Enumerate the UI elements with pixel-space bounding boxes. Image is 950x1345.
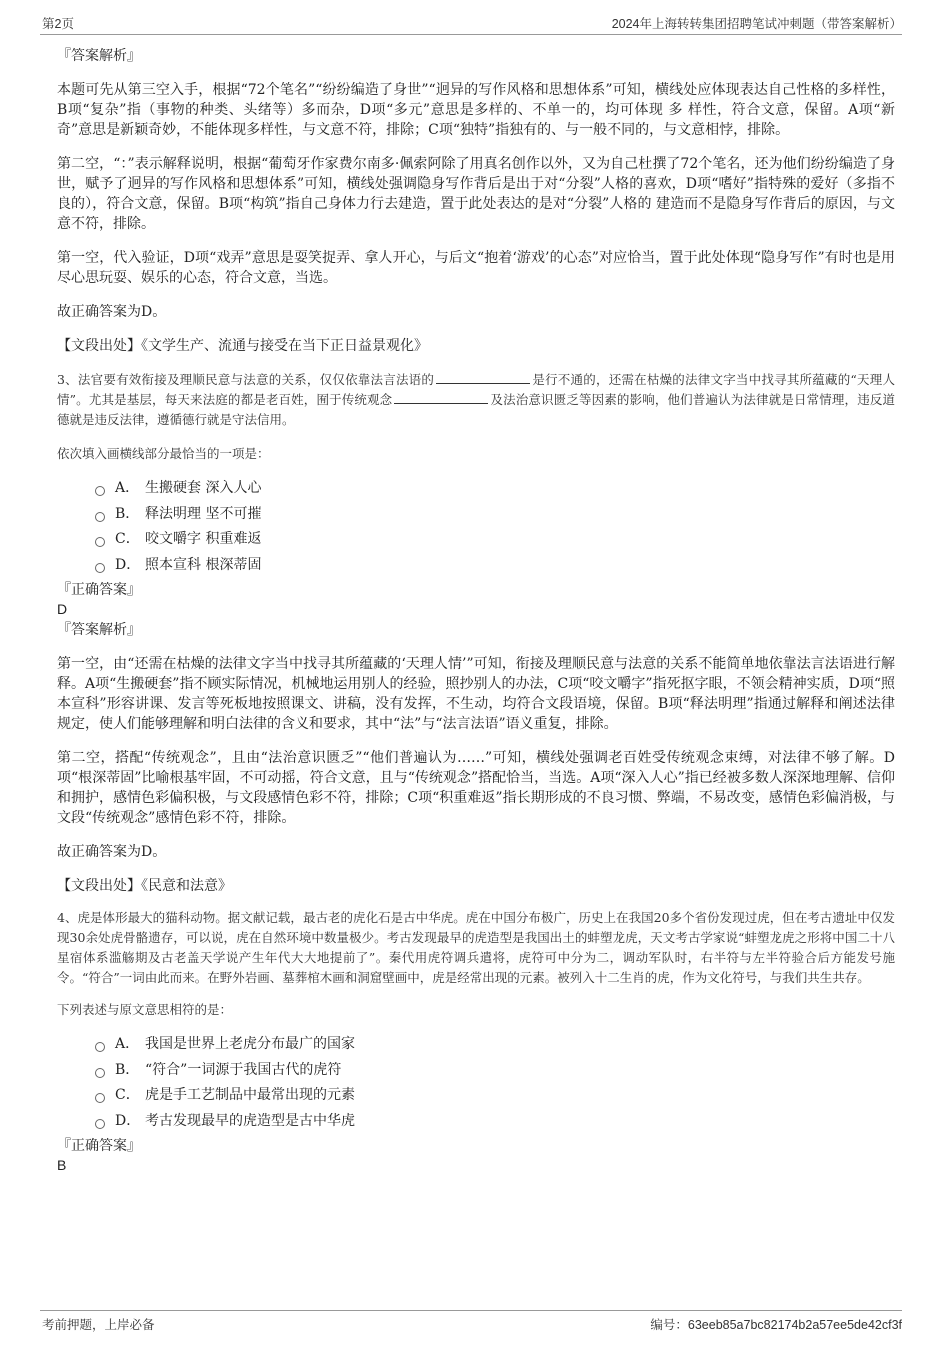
radio-icon[interactable] <box>95 1068 105 1078</box>
q3-stem-part-1: 3、法官要有效衔接及理顺民意与法意的关系，仅仅依靠法言法语的 <box>57 372 435 387</box>
q4-answer-title: 『正确答案』 <box>57 1138 141 1154</box>
q3-option-a[interactable]: A． 生搬硬套 深入人心 <box>57 476 895 502</box>
q2-conclusion: 故正确答案为D。 <box>57 304 167 320</box>
q3-analysis-p2: 第二空，搭配“传统观念”，且由“法治意识匮乏”“他们普遍认为……”可知，横线处强调老百姓受传统观念束缚，对法律不够了解。D项“根深蒂固”比喻根基牢固，不可动摇，符合文意，且与“传统观念”搭配恰当，当选。A项“深入人心”指已经被多数人深深地理解、信仰和拥护，感情色彩偏积极，与文段感情色彩不符，排除；C项“积重难返”指长期形成的不良习惯、弊端，不易改变，感情色彩偏消极，与文段“传统观念”感情色彩不符，排除。 <box>57 750 895 826</box>
q3-options <box>57 476 895 578</box>
radio-icon[interactable] <box>95 1119 105 1129</box>
page-number: 第2页 <box>42 17 74 31</box>
q3-blank-1 <box>436 371 530 384</box>
q3-blank-2 <box>394 391 488 404</box>
q3-option-d[interactable]: D． 照本宣科 根深蒂固 <box>57 553 895 579</box>
q2-analysis-p3: 第一空，代入验证，D项“戏弄”意思是耍笑捉弄、拿人开心，与后文“抱着‘游戏’的心态”对应恰当，置于此处体现“隐身写作”有时也是用尽心思玩耍、娱乐的心态，符合文意，当选。 <box>57 250 895 286</box>
q4-option-a[interactable]: A． 我国是世界上老虎分布最广的国家 <box>57 1032 895 1058</box>
q4-option-d[interactable]: D． 考古发现最早的虎造型是古中华虎 <box>57 1109 895 1135</box>
q3-option-b[interactable]: B． 释法明理 坚不可摧 <box>57 502 895 528</box>
q4-options <box>57 1032 895 1134</box>
document-body <box>57 46 895 1174</box>
q3-answer: D <box>57 601 68 617</box>
page-footer <box>40 1310 902 1335</box>
q3-stem-part-3: 及法治意识匮乏等因素的影响，他们普遍认为法律就是日常情理，违反道德就是违反法律，遵循德行就是守法信用。 <box>57 392 895 427</box>
q4-option-c[interactable]: C． 虎是手工艺制品中最常出现的元素 <box>57 1083 895 1109</box>
q4-option-b[interactable]: B． “符合”一词源于我国古代的虎符 <box>57 1058 895 1084</box>
q3-stem-part-2: 是行不通的，还需在枯燥的法律文字当中找寻其所蕴藏的“天理人情”。尤其是基层，每天来法庭的都是老百姓，囿于传统观念 <box>57 372 895 407</box>
document-id: 编号：63eeb85a7bc82174b2a57ee5de42cf3f <box>650 1318 902 1332</box>
q4-prompt: 下列表述与原文意思相符的是： <box>57 1002 233 1017</box>
q3-answer-title: 『正确答案』 <box>57 582 141 598</box>
q4-answer: B <box>57 1157 67 1173</box>
q2-analysis-p2: 第二空，“：”表示解释说明，根据“葡萄牙作家费尔南多·佩索阿除了用真名创作以外，又为自己杜撰了72个笔名，还为他们纷纷编造了身世，赋予了迥异的写作风格和思想体系”可知，横线处强调隐身写作背后是出于对“分裂”人格的喜欢，D项“嗜好”指特殊的爱好（多指不良的），符合文意，保留。B项“构筑”指自己身体力行去建造，置于此处表达的是对“分裂”人格的 建造而不是隐身写作背后的原因，与文意不符，排除。 <box>57 156 895 232</box>
q3-analysis-p1: 第一空，由“还需在枯燥的法律文字当中找寻其所蕴藏的‘天理人情’”可知，衔接及理顺民意与法意的关系不能简单地依靠法言法语进行解释。A项“生搬硬套”指不顾实际情况，机械地运用别人的经验，照抄别人的办法，C项“咬文嚼字”指死抠字眼，不领会精神实质，D项“照本宣科”形容讲课、发言等死板地按照课文、讲稿，没有发挥，不生动，均符合文段语境，保留。B项“释法明理”指通过解释和阐述法律规定，使人们能够理解和明白法律的含义和要求，其中“法”与“法言法语”语义重复，排除。 <box>57 656 895 732</box>
q4-stem: 4、虎是体形最大的猫科动物。据文献记载，最古老的虎化石是古中华虎。虎在中国分布极广，历史上在我国20多个省份发现过虎，但在考古遗址中仅发现30余处虎骨骼遗存，可以说，虎在自然环境中数量极少。考古发现最早的虎造型是我国出土的蚌塑龙虎，天文考古学家说“蚌塑龙虎之形将中国二十八星宿体系滥觞期及古老盖天学说产生年代大大地提前了”。秦代用虎符调兵遣将，虎符可中分为二，调动军队时，右半符与左半符验合后方能发号施令。“符合”一词由此而来。在野外岩画、墓葬棺木画和洞窟壁画中，虎是经常出现的元素。被列入十二生肖的虎，作为文化符号，与我们共生共存。 <box>57 910 895 985</box>
radio-icon[interactable] <box>95 486 105 496</box>
radio-icon[interactable] <box>95 1042 105 1052</box>
q3-analysis-title: 『答案解析』 <box>57 622 141 638</box>
footer-slogan: 考前押题，上岸必备 <box>42 1318 155 1332</box>
q2-analysis-p1: 本题可先从第三空入手，根据“72个笔名”“纷纷编造了身世”“迥异的写作风格和思想体系”可知，横线处应体现表达自己性格的多样性，B项“复杂”指（事物的种类、头绪等）多而杂，D项“多元”意思是多样的、不单一的，均可体现 多 样性，符合文意，保留。A项“新奇”意思是新颖奇妙，不能体现多样性，与文意不符，排除；C项“独特”指独有的、与一般不同的，与文意相悖，排除。 <box>57 82 895 138</box>
q3-source: 【文段出处】《民意和法意》 <box>57 878 232 894</box>
q3-prompt: 依次填入画横线部分最恰当的一项是： <box>57 446 270 461</box>
q3-conclusion: 故正确答案为D。 <box>57 844 167 860</box>
radio-icon[interactable] <box>95 512 105 522</box>
q3-option-c[interactable]: C． 咬文嚼字 积重难返 <box>57 527 895 553</box>
document-title: 2024年上海转转集团招聘笔试冲刺题（带答案解析） <box>611 17 902 31</box>
radio-icon[interactable] <box>95 537 105 547</box>
q2-source: 【文段出处】《文学生产、流通与接受在当下正日益景观化》 <box>57 338 428 354</box>
radio-icon[interactable] <box>95 563 105 573</box>
q2-analysis-title: 『答案解析』 <box>57 48 141 64</box>
page-header <box>40 12 902 35</box>
q3-stem <box>57 370 895 430</box>
radio-icon[interactable] <box>95 1093 105 1103</box>
